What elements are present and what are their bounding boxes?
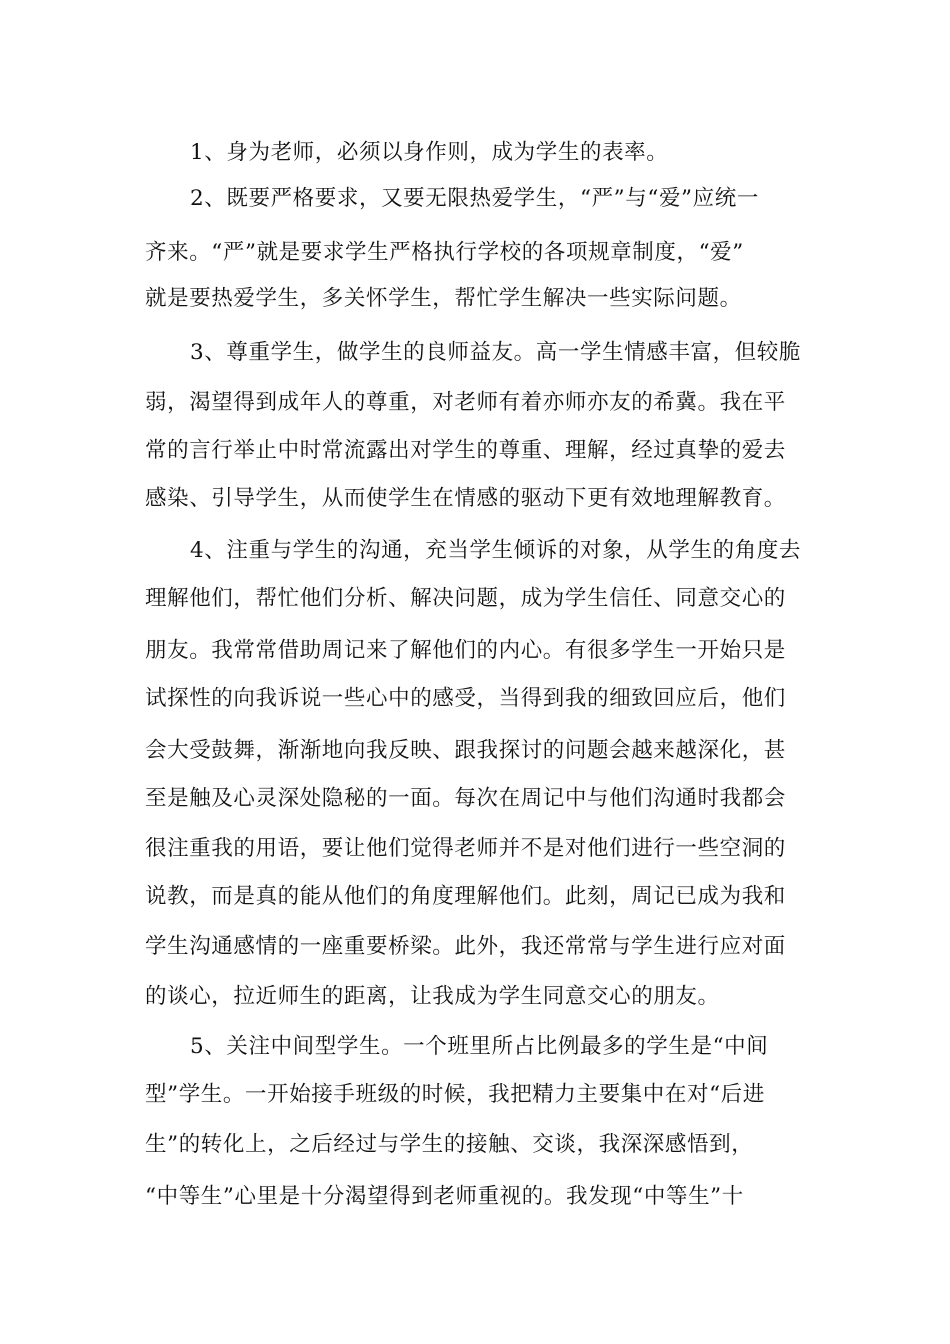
text-line: 感染、引导学生，从而使学生在情感的驱动下更有效地理解教育。	[145, 486, 786, 511]
text-line: 会大受鼓舞，渐渐地向我反映、跟我探讨的问题会越来越深化，甚	[145, 738, 786, 763]
text-line: “中等生”心里是十分渴望得到老师重视的。我发现“中等生”十	[145, 1184, 744, 1209]
text-line: 说教，而是真的能从他们的角度理解他们。此刻，周记已成为我和	[145, 884, 786, 909]
text-line: 1、身为老师，必须以身作则，成为学生的表率。	[190, 140, 669, 165]
text-line: 齐来。“严”就是要求学生严格执行学校的各项规章制度，“爱”	[145, 240, 744, 265]
text-line: 就是要热爱学生，多关怀学生，帮忙学生解决一些实际问题。	[145, 286, 742, 311]
text-line: 学生沟通感情的一座重要桥梁。此外，我还常常与学生进行应对面	[145, 934, 786, 959]
text-line: 4、注重与学生的沟通，充当学生倾诉的对象，从学生的角度去	[190, 538, 801, 563]
text-line: 至是触及心灵深处隐秘的一面。每次在周记中与他们沟通时我都会	[145, 786, 786, 811]
text-line: 理解他们，帮忙他们分析、解决问题，成为学生信任、同意交心的	[145, 586, 786, 611]
text-line: 5、关注中间型学生。一个班里所占比例最多的学生是“中间	[190, 1034, 769, 1059]
text-line: 常的言行举止中时常流露出对学生的尊重、理解，经过真挚的爱去	[145, 438, 786, 463]
text-line: 型”学生。一开始接手班级的时候，我把精力主要集中在对“后进	[145, 1082, 765, 1107]
text-line: 弱，渴望得到成年人的尊重，对老师有着亦师亦友的希冀。我在平	[145, 390, 786, 415]
text-line: 3、尊重学生，做学生的良师益友。高一学生情感丰富，但较脆	[190, 340, 801, 365]
text-line: 生”的转化上，之后经过与学生的接触、交谈，我深深感悟到，	[145, 1132, 754, 1157]
text-line: 很注重我的用语，要让他们觉得老师并不是对他们进行一些空洞的	[145, 836, 786, 861]
text-line: 的谈心，拉近师生的距离，让我成为学生同意交心的朋友。	[145, 984, 720, 1009]
text-line: 朋友。我常常借助周记来了解他们的内心。有很多学生一开始只是	[145, 638, 786, 663]
text-line: 试探性的向我诉说一些心中的感受，当得到我的细致回应后，他们	[145, 686, 786, 711]
text-line: 2、既要严格要求，又要无限热爱学生，“严”与“爱”应统一	[190, 186, 759, 211]
